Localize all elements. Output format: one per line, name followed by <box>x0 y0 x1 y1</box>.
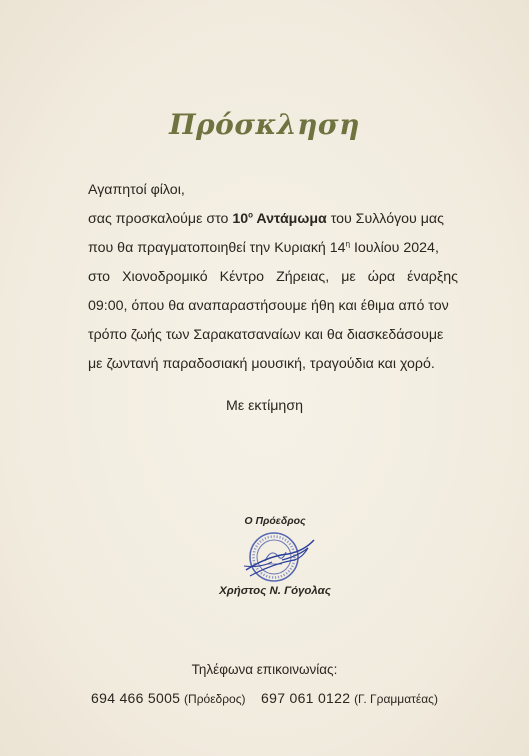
phone-president[interactable]: 694 466 5005 <box>91 690 181 706</box>
event-number-value: 10 <box>232 211 249 227</box>
event-name: Αντάμωμα <box>253 211 327 227</box>
signature-name: Χρήστος Ν. Γόγολας <box>219 585 331 597</box>
word: Χιονοδρομικό <box>122 269 208 285</box>
body-line-3 <box>88 234 458 263</box>
contact-label: Τηλέφωνα επικοινωνίας: <box>191 662 338 677</box>
contact-numbers <box>0 690 529 706</box>
body-line-2 <box>88 205 458 234</box>
invitation-body <box>88 176 458 379</box>
body-line-6: τρόπο ζωής των Σαρακατσαναίων και θα διασκεδάσουμε <box>88 327 444 343</box>
phone-president-role: (Πρόεδρος) <box>184 692 246 706</box>
body-line-3-end: Ιουλίου 2024, <box>350 240 439 256</box>
body-line-7: με ζωντανή παραδοσιακή μουσική, τραγούδια και χορό. <box>88 356 435 372</box>
word: ώρα <box>367 269 396 285</box>
event-number <box>232 211 326 227</box>
day-suffix: η <box>345 239 351 249</box>
body-line-3-start: που θα πραγματοποιηθεί την Κυριακή 14 <box>88 240 346 256</box>
word: στο <box>88 269 111 285</box>
signature-role: Ο Πρόεδρος <box>244 515 306 527</box>
phone-secretary[interactable]: 697 061 0122 <box>261 690 351 706</box>
word: Κέντρο <box>219 269 265 285</box>
invitation-title: Πρόσκληση <box>169 108 360 141</box>
closing: Με εκτίμηση <box>226 398 303 414</box>
seal-stamp-icon <box>238 526 318 588</box>
body-line-2-start: σας προσκαλούμε στο <box>88 211 233 227</box>
body-line-5: 09:00, όπου θα αναπαραστήσουμε ήθη και έθιμα από τον <box>88 298 449 314</box>
word: έναρξης <box>407 269 458 285</box>
phone-secretary-role: (Γ. Γραμματέας) <box>354 692 438 706</box>
body-line-4 <box>88 263 458 292</box>
word: Ζήρειας, <box>276 269 330 285</box>
body-line-2-end: του Συλλόγου μας <box>326 211 444 227</box>
greeting: Αγαπητοί φίλοι, <box>88 182 185 198</box>
word: με <box>341 269 356 285</box>
event-number-suffix: ο <box>248 210 253 220</box>
